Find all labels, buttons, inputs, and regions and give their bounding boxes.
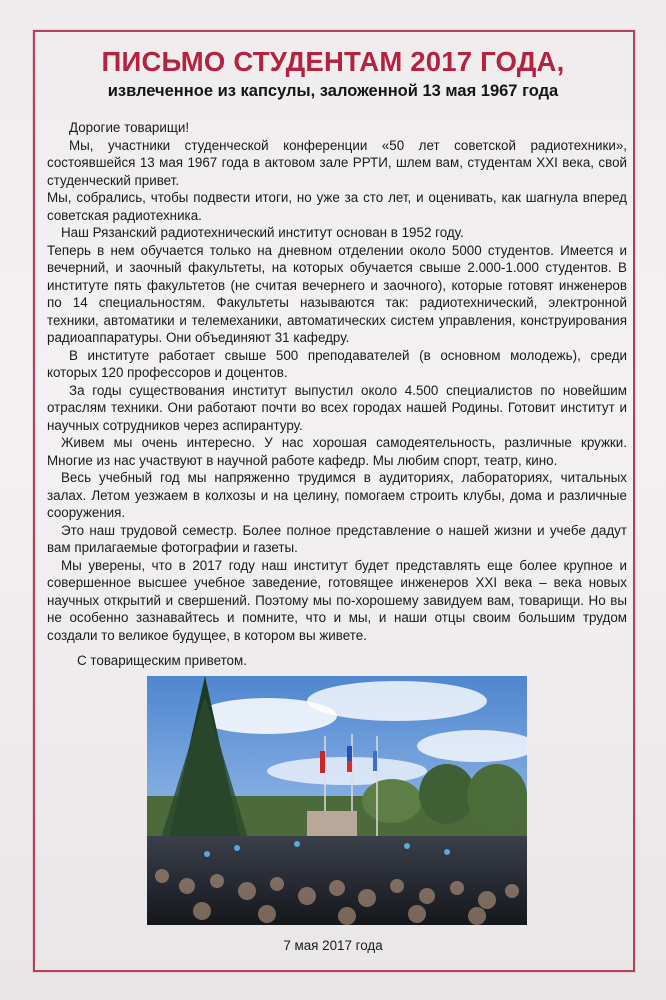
letter-subtitle: извлеченное из капсулы, заложенной 13 мая 1967 года xyxy=(107,82,559,100)
paragraph: За годы существования институт выпустил около 4.500 специалистов по новейшим отраслям техники. Они работают почти во всех городах нашей Родины. Готовит институт и научных сотрудников через аспирантуру. xyxy=(47,382,627,433)
paragraph: В институте работает свыше 500 преподавателей (в основном молодежь), среди которых 120 профессоров и доцентов. xyxy=(47,347,627,380)
letter-title: ПИСЬМО СТУДЕНТАМ 2017 ГОДА, xyxy=(101,46,565,77)
paragraph: Теперь в нем обучается только на дневном отделении около 5000 студентов. Имеется и вечерний, и заочный факультеты, на которых обучается свыше 2.000-1.000 студентов. В институте пять факультетов (не считая вечернего и заочного), которые готовят инженеров по 14 специальностям. Факультеты называются так: радиотехнический, электронной техники, автоматики и телемеханики, автоматических систем управления, конструирования радиоаппаратуры. Они объединяют 31 кафедру. xyxy=(47,242,627,345)
crowd-photo xyxy=(147,676,527,925)
paragraph: Это наш трудовой семестр. Более полное представление о нашей жизни и учебе дадут вам прилагаемые фотографии и газеты. xyxy=(47,522,627,555)
paragraph: Мы уверены, что в 2017 году наш институт будет представлять еще более крупное и совершенное высшее учебное заведение, готовящее инженеров XXI века – века новых научных открытий и свершений. Поэтому мы по-хорошему завидуем вам, товарищи. Но вы не особенно зазнавайтесь и помните, что и мы, и наши отцы своим большим трудом создали то великое будущее, в котором вы живете. xyxy=(47,557,627,643)
greeting: Дорогие товарищи! xyxy=(69,120,190,135)
paragraph: Мы, участники студенческой конференции «50 лет советской радиотехники», состоявшейся 13 мая 1967 года в актовом зале РРТИ, шлем вам, студентам XXI века, свой студенческий привет. xyxy=(47,137,627,188)
paragraph: Наш Рязанский радиотехнический институт основан в 1952 году. xyxy=(61,225,464,240)
letter-body xyxy=(47,119,627,644)
closing-line: С товарищеским приветом. xyxy=(77,653,247,668)
paragraph: Мы, собрались, чтобы подвести итоги, но уже за сто лет, и оценивать, как шагнула вперед советская радиотехника. xyxy=(47,190,627,223)
paragraph: Живем мы очень интересно. У нас хорошая самодеятельность, различные кружки. Многие из нас участвуют в научной работе кафедр. Мы любим спорт, театр, кино. xyxy=(47,435,627,468)
paragraph: Весь учебный год мы напряженно трудимся в аудиториях, лабораториях, читальных залах. Летом уезжаем в колхозы и на целину, помогаем строить клубы, дома и различные сооружения. xyxy=(47,470,627,520)
photo-date-caption: 7 мая 2017 года xyxy=(283,938,383,953)
